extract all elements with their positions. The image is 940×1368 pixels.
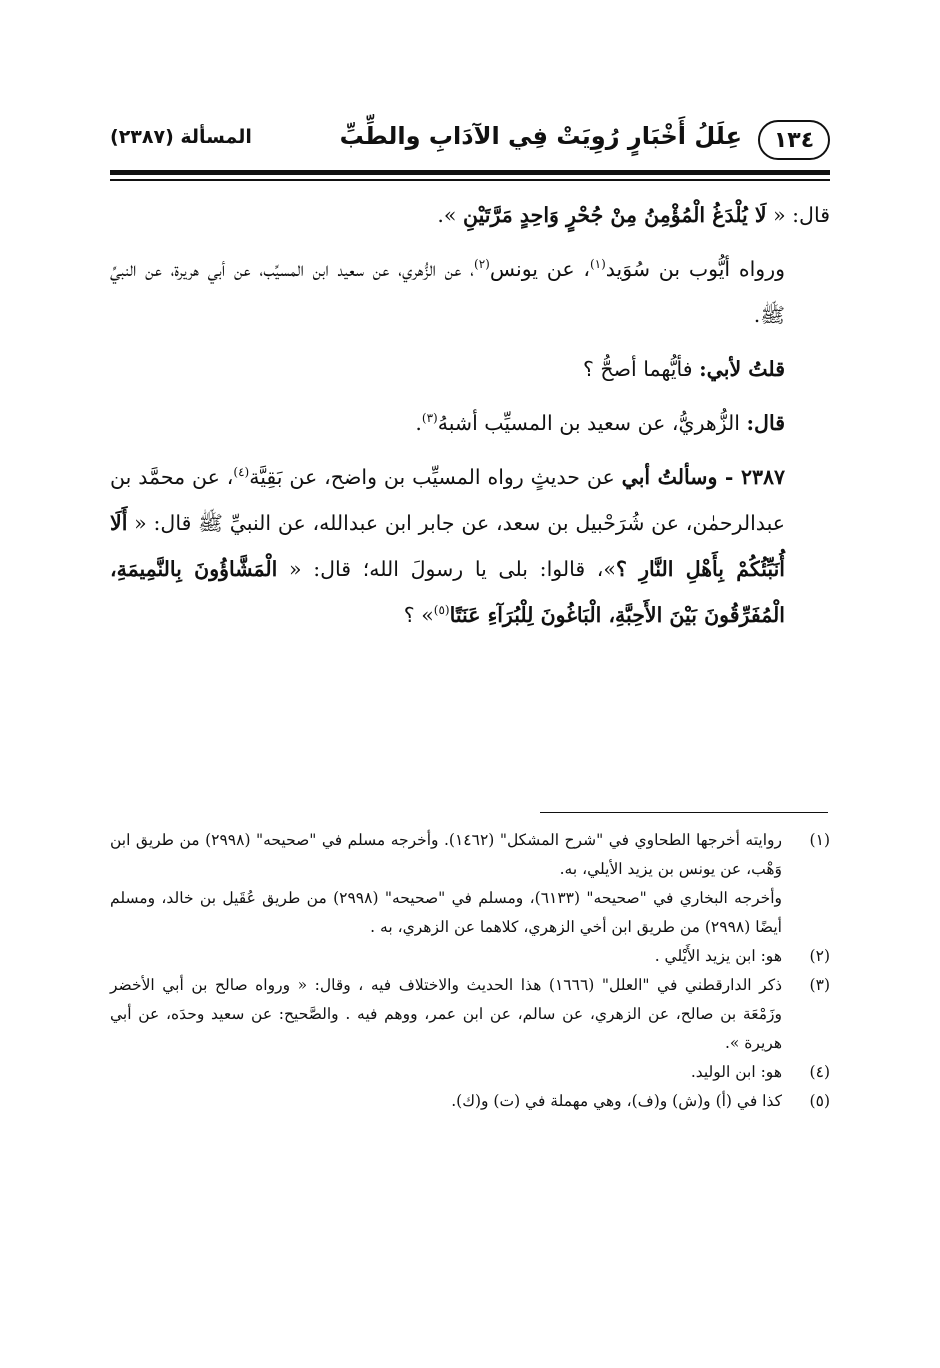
footnote-2 (110, 942, 830, 971)
footnote-ref: (٣) (421, 411, 438, 426)
paragraph-answer (110, 400, 830, 446)
text-span: فأيُّهما أصحُّ ؟ (583, 357, 700, 381)
paragraph-question (110, 346, 830, 392)
header-rule-thin (110, 179, 830, 181)
footnote-1 (110, 826, 830, 942)
footnote-text: ذكر الدارقطني في "العلل" (١٦٦٦) هذا الحديث والاختلاف فيه ، وقال: « ورواه صالح بن أبي الأخضر وزَمْعَة بن صالح، عن الزهري، عن سالم، عن ابن عمر، ووهم فيه . والصَّحيح: عن سعيد وحدَه، عن أبي هريرة ». (110, 976, 782, 1052)
paragraph-issue-2387 (110, 454, 830, 638)
text-span: ». (437, 203, 463, 227)
footnote-ref: (١) (589, 257, 606, 272)
footnotes (110, 826, 830, 1116)
page-number-badge: ١٣٤ (758, 120, 830, 160)
text-span: » ؟ (403, 603, 434, 627)
issue-lead: - وسألتُ أبي (621, 465, 741, 489)
footnote-text: هو: ابن يزيد الأَيْلي . (654, 947, 782, 965)
text-span: عن حديثٍ رواه المسيِّب بن واضح، عن بَقِيَّة (249, 465, 622, 489)
issue-number: المسألة (٢٣٨٧) (110, 126, 252, 148)
footnote-separator (540, 812, 828, 813)
footnote-ref: (٥) (433, 603, 450, 618)
paragraph-narration (110, 246, 830, 338)
hadith-text: لَا يُلْدَغُ الْمُؤْمِنُ مِنْ جُحْرٍ وَاحِدٍ مَرَّتَيْنِ (462, 203, 767, 227)
paragraph-hadith (110, 192, 830, 238)
main-text (110, 192, 830, 638)
footnote-3 (110, 971, 830, 1058)
footnote-number: (٣) (809, 976, 830, 994)
text-span: ، عن محمَّد بن عبدالرحمٰن، عن شُرَحْبيل بن سعد، عن جابر ابن عبدالله، عن النبيِّ ﷺ قال: « (110, 465, 785, 535)
hadith-text: الْمَشَّاؤُونَ بِالنَّمِيمَةِ، الْمُفَرِّقُونَ بَيْنَ الأَحِبَّةِ، الْبَاغُونَ لِلْبُرَآءِ عَنَتًا (110, 557, 785, 627)
text-span: ، عن يونس (489, 257, 590, 281)
text-span: الزُّهريُّ، عن سعيد بن المسيِّب أشبهُ (437, 411, 747, 435)
footnote-number: (١) (809, 831, 830, 849)
question-lead: قلتُ لأبي: (699, 357, 785, 381)
footnote-text: كذا في (أ) و(ش) و(ف)، وهي مهملة في (ت) و(ك). (451, 1092, 782, 1110)
hadith-text: أَلَا أُنَبِّئُكُمْ بِأَهْلِ النَّارِ ؟ (110, 511, 785, 581)
text-span: . (415, 411, 422, 435)
footnote-number: (٥) (809, 1092, 830, 1110)
answer-lead: قال: (746, 411, 785, 435)
text-span: قال: « (766, 203, 830, 227)
footnote-5 (110, 1087, 830, 1116)
issue-number-inline: ٢٣٨٧ (740, 465, 785, 489)
footnote-text: هو: ابن الوليد. (690, 1063, 782, 1081)
footnote-number: (٤) (809, 1063, 830, 1081)
text-span: ، عن الزُّهري، عن سعيد ابن المسيِّب، عن أبي هريرة، عن النبيِّ ﷺ. (110, 257, 785, 327)
header-rule-thick (110, 170, 830, 175)
footnote-ref: (٤) (233, 465, 250, 480)
text-span: ورواه أيُّوب بن سُوَيد (605, 257, 785, 281)
footnote-4 (110, 1058, 830, 1087)
footnote-text: روايته أخرجها الطحاوي في "شرح المشكل" (١٤٦٢). وأخرجه مسلم في "صحيحه" (٢٩٩٨) من طريق ابن وَهْب، عن يونس بن يزيد الأيلي، به. (110, 831, 782, 878)
footnote-text: وأخرجه البخاري في "صحيحه" (٦١٣٣)، ومسلم في "صحيحه" (٢٩٩٨) من طريق عُقَيل بن خالد، ومسلم أيضًا (٢٩٩٨) من طريق ابن أخي الزهري، كلاهما عن الزهري، به . (110, 889, 782, 936)
footnote-number: (٢) (809, 947, 830, 965)
text-span: »، قالوا: بلى يا رسولَ الله؛ قال: « (277, 557, 616, 581)
page-header (110, 118, 830, 166)
footnote-ref: (٢) (474, 257, 490, 272)
running-title: عِلَلُ أَخْبَارٍ رُوِيَتْ فِي الآدَابِ والطِّبِّ (339, 122, 742, 150)
